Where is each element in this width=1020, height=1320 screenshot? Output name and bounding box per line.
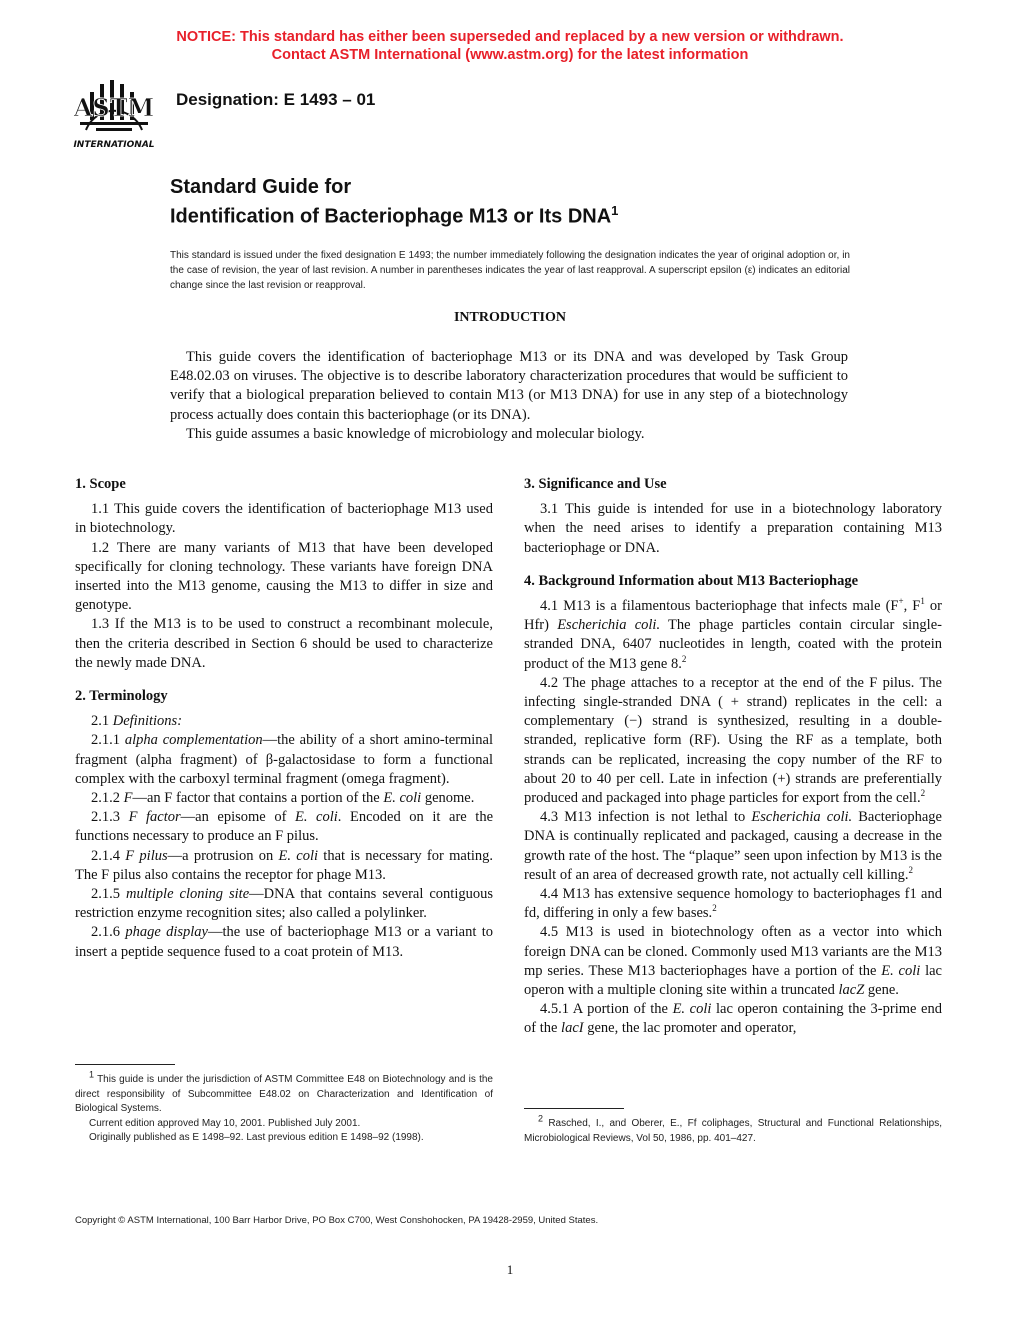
paragraph-1-3: 1.3 If the M13 is to be used to construct a recombinant molecule, then the criteria described in Section 6 should be used to characterize the newly made DNA. bbox=[75, 616, 493, 671]
paragraph-2-1-1: 2.1.1 alpha complementation—the ability of a short amino-terminal fragment (alpha fragment) of β-galactosidase to form a functional complex with the carboxyl terminal fragment (omega fragment). bbox=[75, 732, 494, 787]
paragraph-4-1: 4.1 M13 is a filamentous bacteriophage that infects male (F+, $F^1$ or Hfr) Escherichia coli. The phage particles contain circular single-stranded DNA, 6407 nucleotides in length, coated with the protein product of the M13 gene 8.$^2$ bbox=[524, 596, 942, 672]
footnote-ref-2: 2 bbox=[712, 903, 717, 914]
logo-subtext: INTERNATIONAL bbox=[73, 140, 155, 150]
title-line-2-text: Identification of Bacteriophage M13 or Its DNA bbox=[170, 205, 612, 228]
introduction-heading: INTRODUCTION bbox=[453, 310, 566, 325]
designation: Designation: E 1493 – 01 bbox=[176, 90, 376, 109]
right-column bbox=[524, 475, 942, 1039]
notice-line-1: NOTICE: This standard has either been superseded and replaced by a new version or withdrawn. bbox=[176, 29, 844, 45]
paragraph-4-3: 4.3 M13 infection is not lethal to Escherichia coli. Bacteriophage DNA is continually replicated and packaged, causing a decrease in the growth rate of the host. The “plaque” seen upon infection by M13 is the result of an area of decreased growth rate, not actually cell killing.$^2$ bbox=[524, 809, 942, 883]
logo-text: ASTM bbox=[73, 93, 155, 122]
footnote-2: $^2$ Rasched, I., and Oberer, E., Ff coliphages, Structural and Functional Relationships, Microbiological Reviews, Vol 50, 1986, pp. 401–427. bbox=[524, 1113, 942, 1144]
section-2-heading: 2. Terminology bbox=[75, 688, 168, 705]
section-4-heading: 4. Background Information about M13 Bacteriophage bbox=[524, 572, 859, 589]
paragraph-2-1-2: 2.1.2 F—an F factor that contains a portion of the E. coli genome. bbox=[91, 790, 475, 807]
paragraph-1-2: 1.2 There are many variants of M13 that have been developed specifically for cloning technology. These variants have foreign DNA inserted into the M13 genome, causing the M13 to differ in size and genotype. bbox=[75, 539, 493, 614]
intro-paragraph-1: This guide covers the identification of bacteriophage M13 or its DNA and was developed by Task Group E48.02.03 on viruses. The objective is to describe laboratory characterization procedures that would be sufficient to verify that a biological preparation believed to contain M13 (or M13 DNA) for use in any step of a biotechnology process actually does contain this bacteriophage (or its DNA). bbox=[170, 349, 848, 423]
title-line-1: Standard Guide for bbox=[170, 176, 352, 198]
paragraph-4-5: 4.5 M13 is used in biotechnology often as a vector into which foreign DNA can be cloned. Commonly used M13 variants are the M13 mp series. These M13 bacteriophages have a portion of the E. coli lac operon with a multiple cloning site within a truncated lacZ gene. bbox=[524, 924, 942, 999]
paragraph-1-1: 1.1 This guide covers the identification of bacteriophage M13 used in biotechnology. bbox=[75, 501, 493, 537]
paragraph-4-5-1: 4.5.1 A portion of the E. coli lac operon containing the 3-prime end of the lacI gene, the lac promoter and operator, bbox=[524, 1001, 942, 1037]
footnote-1-approved: Current edition approved May 10, 2001. Published July 2001. bbox=[89, 1117, 361, 1129]
section-3-heading: 3. Significance and Use bbox=[524, 476, 667, 492]
footnote-ref-2: 2 bbox=[681, 653, 687, 664]
intro-paragraph-2: This guide assumes a basic knowledge of microbiology and molecular biology. bbox=[186, 425, 645, 442]
copyright: Copyright © ASTM International, 100 Barr Harbor Drive, PO Box C700, West Conshohocken, PA 19428-2959, United States. bbox=[75, 1215, 599, 1226]
introduction-body bbox=[170, 348, 848, 444]
paragraph-4-2: 4.2 The phage attaches to a receptor at the end of the F pilus. The infecting single-stranded DNA ( + strand) replicates in the cell: a complementary (−) strand is synthesized, resulting in a double-stranded, replicative form (RF). Using the RF as a template, both strands can be replicated, increasing the copy number of the RF to about 20 to 40 per cell. Late in infection (+) strands are preferentially produced and packaged into phage particles for export from the cell.$^2$ bbox=[524, 674, 942, 807]
left-column bbox=[75, 475, 493, 962]
footnote-rule bbox=[524, 1108, 624, 1109]
footnote-1-published: Originally published as E 1498–92. Last previous edition E 1498–92 (1998). bbox=[89, 1132, 424, 1143]
paragraph-3-1: 3.1 This guide is intended for use in a biotechnology laboratory when the need arises to identify a preparation containing M13 bacteriophage or DNA. bbox=[524, 501, 942, 556]
withdrawal-notice bbox=[0, 28, 1020, 64]
footnote-2-block bbox=[524, 1108, 942, 1146]
title-footnote-mark: 1 bbox=[611, 203, 619, 218]
footnote-ref-2: 2 bbox=[908, 865, 913, 876]
footnote-1-block bbox=[75, 1064, 493, 1146]
paragraph-4-4: 4.4 M13 has extensive sequence homology to bacteriophages f1 and fd, differing in only a few bases.$^2$ bbox=[524, 886, 942, 922]
section-1-heading: 1. Scope bbox=[75, 476, 126, 492]
paragraph-2-1-3: 2.1.3 F factor—an episome of E. coli. Encoded on it are the functions necessary to produce an F pilus. bbox=[75, 809, 494, 845]
paragraph-2-1-6: 2.1.6 phage display—the use of bacteriophage M13 or a variant to insert a peptide sequence fused to a coat protein of M13. bbox=[75, 924, 493, 960]
footnote-1: $^1$ This guide is under the jurisdiction of ASTM Committee E48 on Biotechnology and is the direct responsibility of Subcommittee E48.02 on Characterization and Identification of Biological Systems. bbox=[75, 1069, 493, 1114]
paragraph-2-1: 2.1 Definitions: bbox=[91, 713, 183, 730]
paragraph-2-1-4: 2.1.4 F pilus—a protrusion on E. coli that is necessary for mating. The F pilus also contains the receptor for phage M13. bbox=[75, 847, 494, 883]
document-title bbox=[170, 175, 618, 229]
astm-logo bbox=[66, 78, 162, 152]
footnote-rule bbox=[75, 1064, 175, 1065]
footnote-ref-2: 2 bbox=[920, 788, 926, 799]
page-number: 1 bbox=[506, 1262, 514, 1277]
paragraph-2-1-5: 2.1.5 multiple cloning site—DNA that contains several contiguous restriction enzyme recognition sites; also called a polylinker. bbox=[75, 886, 494, 922]
issued-note: This standard is issued under the fixed designation E 1493; the number immediately following the designation indicates the year of original adoption or, in the case of revision, the year of last revision. A number in parentheses indicates the year of last reapproval. A superscript epsilon (ε) indicates an editorial change since the last revision or reapproval. bbox=[170, 250, 850, 291]
notice-line-2: Contact ASTM International (www.astm.org) for the latest information bbox=[271, 47, 749, 63]
title-line-2 bbox=[170, 199, 618, 229]
